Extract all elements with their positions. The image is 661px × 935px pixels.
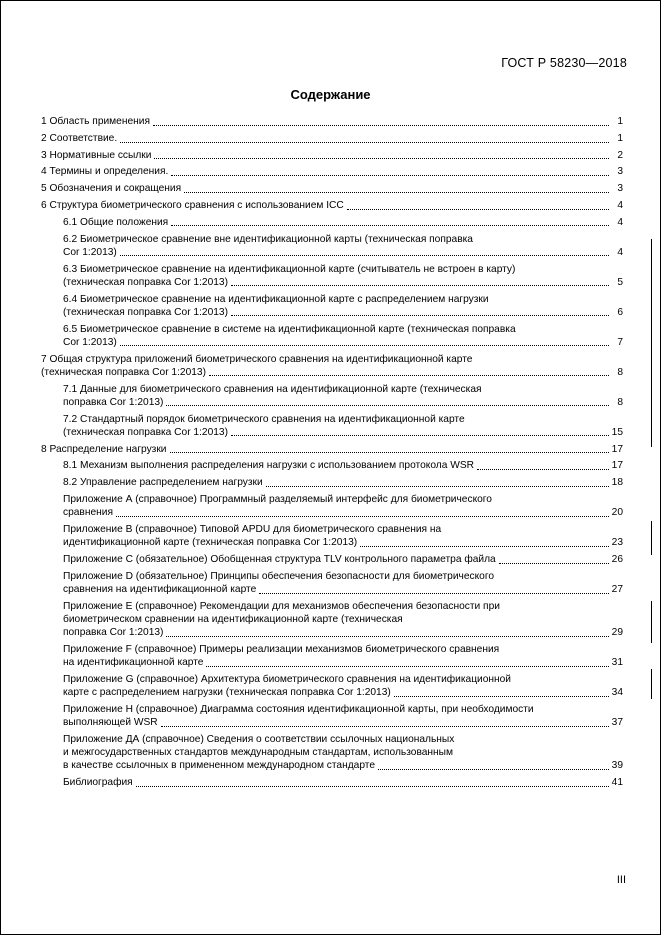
toc-entry[interactable] <box>63 493 623 519</box>
toc-page-number: 8 <box>617 366 623 378</box>
toc-entry-text: поправка Cor 1:2013) <box>63 396 164 408</box>
toc-entry[interactable] <box>41 199 623 212</box>
toc-entry-text: 6 Структура биометрического сравнения с использованием ICC <box>41 199 344 211</box>
toc-entry-text: на идентификационной карте <box>63 657 204 669</box>
toc-leader-dots <box>378 768 609 770</box>
toc-entry[interactable] <box>63 673 623 699</box>
toc-entry[interactable] <box>63 703 623 729</box>
toc-entry[interactable] <box>63 383 623 409</box>
toc-entry-text: 1 Область применения <box>41 116 150 127</box>
toc-page-number: 23 <box>611 537 623 549</box>
toc-entry[interactable] <box>41 182 623 195</box>
toc-entry-text: Приложение А (справочное) Программный разделяемый интерфейс для биометрического <box>63 493 492 505</box>
toc-leader-dots <box>171 174 609 176</box>
toc-leader-dots <box>116 515 609 517</box>
toc-entry-text: 7 Общая структура приложений биометрического сравнения на идентификационной карте <box>41 353 473 365</box>
toc-leader-dots <box>231 314 609 316</box>
toc-page-number: 17 <box>611 443 623 455</box>
toc-entry[interactable] <box>63 263 623 289</box>
toc-entry-text: Библиография <box>63 777 133 789</box>
toc-entry-text: 6.3 Биометрическое сравнение на идентификационной карте (считыватель не встроен в карту) <box>63 263 516 275</box>
toc-entry[interactable] <box>63 413 623 439</box>
toc-page-number: 2 <box>617 149 623 161</box>
change-bar <box>651 601 652 643</box>
toc-entry[interactable] <box>41 353 623 379</box>
toc-page-number: 37 <box>611 717 623 729</box>
toc-entry-text: 7.1 Данные для биометрического сравнения на идентификационной карте (техническая <box>63 383 482 395</box>
toc-entry-text: Приложение G (справочное) Архитектура биометрического сравнения на идентификационной <box>63 673 511 685</box>
toc-leader-dots <box>360 545 609 547</box>
toc-entry-text: биометрическом сравнении на идентификационной карте (техническая <box>63 613 403 625</box>
toc-entry-text: поправка Cor 1:2013) <box>63 627 164 639</box>
toc-leader-dots <box>120 254 609 256</box>
toc-leader-dots <box>161 725 609 727</box>
toc-entry-text: сравнения <box>63 507 113 519</box>
footer-page-number: III <box>616 874 626 886</box>
toc-entry[interactable] <box>63 600 623 640</box>
table-of-contents <box>41 115 623 793</box>
toc-entry-text: 7.2 Стандартный порядок биометрического сравнения на идентификационной карте <box>63 413 465 425</box>
toc-leader-dots <box>259 592 609 594</box>
toc-page-number: 7 <box>617 336 623 348</box>
toc-page-number: 4 <box>617 199 623 211</box>
toc-entry-text: (техническая поправка Cor 1:2013) <box>63 276 228 288</box>
toc-leader-dots <box>136 785 609 787</box>
toc-entry[interactable] <box>63 323 623 349</box>
toc-leader-dots <box>166 635 609 637</box>
toc-entry[interactable] <box>41 165 623 178</box>
toc-leader-dots <box>206 665 609 667</box>
toc-page-number: 18 <box>611 477 623 489</box>
page-title: Содержание <box>290 87 371 102</box>
toc-page-number: 4 <box>617 216 623 228</box>
toc-entry-text: в качестве ссылочных в примененном международном стандарте <box>63 760 375 772</box>
toc-entry[interactable] <box>63 643 623 669</box>
toc-page-number: 3 <box>617 166 623 178</box>
toc-entry-text: и межгосударственных стандартов международным стандартам, использованным <box>63 747 454 759</box>
toc-leader-dots <box>477 468 609 470</box>
toc-entry[interactable] <box>41 132 623 145</box>
toc-leader-dots <box>231 434 609 436</box>
toc-page-number: 27 <box>611 583 623 595</box>
toc-entry-text: 6.2 Биометрическое сравнение вне идентификационной карты (техническая поправка <box>63 233 473 245</box>
toc-entry-text: Cor 1:2013) <box>63 336 117 348</box>
toc-entry[interactable] <box>63 293 623 319</box>
toc-entry-text: 8.1 Механизм выполнения распределения нагрузки с использованием протокола WSR <box>63 460 474 472</box>
toc-entry[interactable] <box>63 776 623 789</box>
toc-entry-text: 8 Распределение нагрузки <box>41 443 167 455</box>
toc-entry-text: Приложение F (справочное) Примеры реализации механизмов биометрического сравнения <box>63 643 500 655</box>
toc-entry[interactable] <box>63 459 623 472</box>
toc-entry[interactable] <box>63 476 623 489</box>
toc-page-number: 1 <box>617 116 623 127</box>
toc-leader-dots <box>209 374 609 376</box>
toc-entry-text: (техническая поправка Cor 1:2013) <box>63 426 228 438</box>
toc-entry-text: 2 Соответствие. <box>41 132 118 144</box>
toc-page-number: 6 <box>617 306 623 318</box>
toc-leader-dots <box>499 562 609 564</box>
change-bar <box>651 357 652 447</box>
toc-page-number: 34 <box>611 687 623 699</box>
toc-entry-text: 4 Термины и определения. <box>41 166 169 178</box>
toc-entry-text: выполняющей WSR <box>63 717 158 729</box>
toc-page-number: 26 <box>611 553 623 565</box>
toc-page-number: 15 <box>611 426 623 438</box>
toc-entry-text: сравнения на идентификационной карте <box>63 583 257 595</box>
toc-page-number: 5 <box>617 276 623 288</box>
toc-leader-dots <box>347 208 609 210</box>
change-bar <box>651 669 652 699</box>
toc-leader-dots <box>184 191 609 193</box>
toc-entry-text: Приложение Е (справочное) Рекомендации для механизмов обеспечения безопасности при <box>63 600 500 612</box>
toc-entry-text: карте с распределением нагрузки (техническая поправка Cor 1:2013) <box>63 687 391 699</box>
toc-leader-dots <box>120 141 609 143</box>
toc-leader-dots <box>231 284 609 286</box>
toc-page-number: 3 <box>617 183 623 195</box>
toc-entry[interactable] <box>63 216 623 229</box>
toc-entry[interactable] <box>63 553 623 566</box>
toc-leader-dots <box>154 157 609 159</box>
toc-entry[interactable] <box>63 733 623 773</box>
toc-leader-dots <box>394 695 609 697</box>
toc-leader-dots <box>171 224 609 226</box>
toc-leader-dots <box>266 485 609 487</box>
toc-page-number: 4 <box>617 246 623 258</box>
toc-entry-text: Cor 1:2013) <box>63 246 117 258</box>
toc-page-number: 29 <box>611 627 623 639</box>
toc-page-number: 41 <box>611 777 623 789</box>
toc-entry[interactable] <box>41 149 623 162</box>
toc-leader-dots <box>170 451 609 453</box>
toc-entry-text: Приложение В (справочное) Типовой APDU для биометрического сравнения на <box>63 523 442 535</box>
toc-page-number: 20 <box>611 507 623 519</box>
toc-page-number: 31 <box>611 657 623 669</box>
toc-entry-text: Приложение ДА (справочное) Сведения о соответствии ссылочных национальных <box>63 733 455 745</box>
toc-page-number: 8 <box>617 396 623 408</box>
toc-entry-text: 3 Нормативные ссылки <box>41 149 152 161</box>
toc-entry-text: Приложение Н (справочное) Диаграмма состояния идентификационной карты, при необходимости <box>63 703 534 715</box>
toc-leader-dots <box>166 404 609 406</box>
change-bar <box>651 239 652 357</box>
change-bar <box>651 521 652 555</box>
toc-leader-dots <box>153 124 609 126</box>
toc-entry-text: 6.4 Биометрическое сравнение на идентификационной карте с распределением нагрузки <box>63 293 489 305</box>
toc-entry[interactable] <box>63 523 623 549</box>
toc-page-number: 17 <box>611 460 623 472</box>
toc-entry-text: (техническая поправка Cor 1:2013) <box>41 366 206 378</box>
standard-designation: ГОСТ Р 58230—2018 <box>501 56 627 70</box>
toc-entry-text: 5 Обозначения и сокращения <box>41 183 182 195</box>
toc-entry-text: 6.1 Общие положения <box>63 216 169 228</box>
toc-entry-text: 8.2 Управление распределением нагрузки <box>63 477 263 489</box>
toc-entry-text: идентификационной карте (техническая поправка Cor 1:2013) <box>63 537 358 549</box>
toc-entry-text: 6.5 Биометрическое сравнение в системе на идентификационной карте (техническая поправка <box>63 323 516 335</box>
toc-leader-dots <box>120 344 609 346</box>
toc-entry[interactable] <box>41 115 623 128</box>
toc-page-number: 1 <box>617 132 623 144</box>
toc-entry-text: (техническая поправка Cor 1:2013) <box>63 306 228 318</box>
toc-page-number: 39 <box>611 760 623 772</box>
toc-entry-text: Приложение С (обязательное) Обобщенная структура TLV контрольного параметра файла <box>63 553 496 565</box>
toc-entry-text: Приложение D (обязательное) Принципы обеспечения безопасности для биометрического <box>63 570 494 582</box>
toc-entry[interactable] <box>63 570 623 596</box>
toc-entry[interactable] <box>41 443 623 456</box>
toc-entry[interactable] <box>63 233 623 259</box>
